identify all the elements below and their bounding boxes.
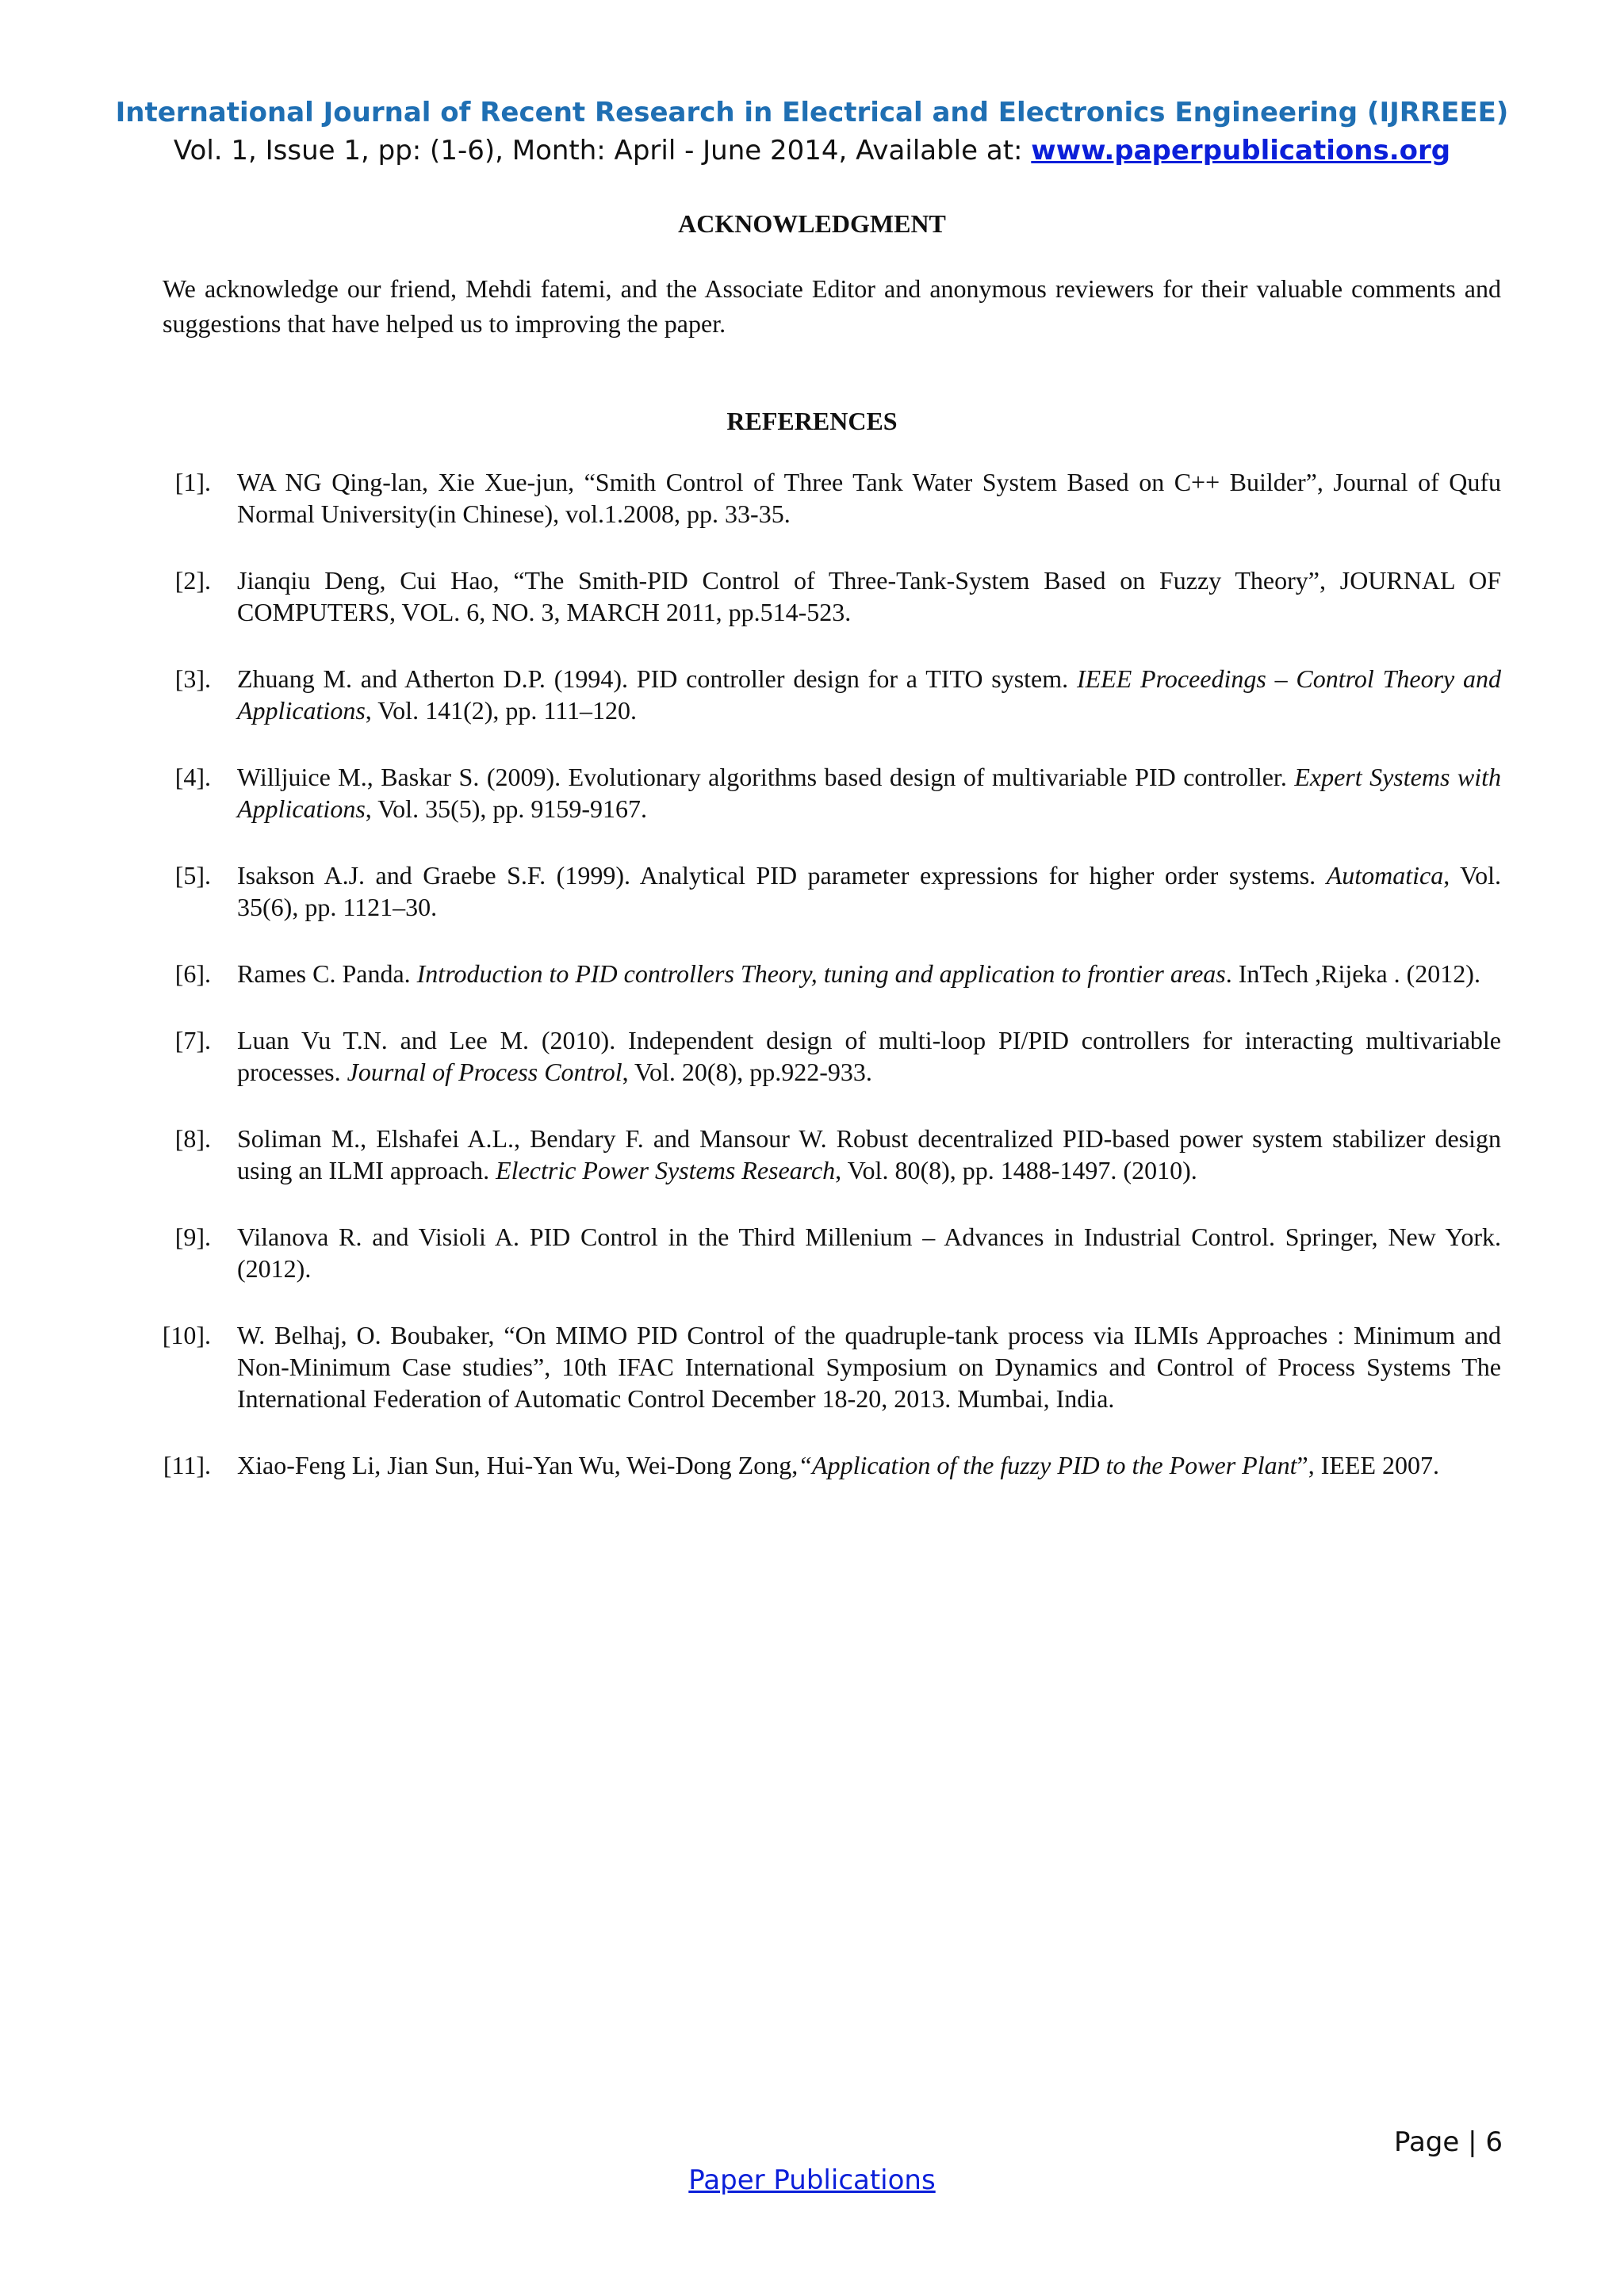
reference-item	[0, 564, 1624, 628]
reference-item	[0, 466, 1624, 530]
reference-text	[237, 1319, 1501, 1414]
reference-text	[237, 1123, 1501, 1186]
journal-header	[0, 94, 1624, 170]
reference-segment: , Vol. 80(8), pp. 1488-1497. (2010).	[835, 1156, 1197, 1184]
reference-item	[0, 1319, 1624, 1414]
reference-segment: Luan Vu T.N. and Lee M. (2010). Independent design of multi-loop PI/PID controllers for interacting multivariable processes.	[237, 1026, 1501, 1086]
reference-segment: Willjuice M., Baskar S. (2009). Evolutionary algorithms based design of multivariable PID controller.	[237, 763, 1295, 791]
reference-text	[237, 761, 1501, 825]
reference-number: [3].	[174, 664, 211, 693]
reference-item	[0, 761, 1624, 825]
reference-segment: Jianqiu Deng, Cui Hao, “The Smith-PID Control of Three-Tank-System Based on Fuzzy Theory”, JOURNAL OF COMPUTERS, VOL. 6, NO. 3, MARCH 2011, pp.514-523.	[237, 566, 1501, 626]
reference-segment: Vilanova R. and Visioli A. PID Control in the Third Millenium – Advances in Industrial Control. Springer, New York. (2012).	[237, 1223, 1501, 1283]
acknowledgment-heading: ACKNOWLEDGMENT	[678, 209, 946, 238]
journal-meta	[0, 132, 1624, 170]
page-number: Page | 6	[1393, 2126, 1503, 2158]
reference-number: [10].	[162, 1321, 211, 1349]
reference-number: [4].	[174, 763, 211, 791]
reference-item	[0, 958, 1624, 989]
references-heading: REFERENCES	[726, 407, 898, 435]
acknowledgment-text: We acknowledge our friend, Mehdi fatemi, and the Associate Editor and anonymous reviewers for their valuable comments and suggestions that have helped us to improving the paper.	[163, 274, 1501, 338]
reference-segment: Isakson A.J. and Graebe S.F. (1999). Analytical PID parameter expressions for higher order systems.	[237, 861, 1327, 890]
journal-title: International Journal of Recent Research in Electrical and Electronics Engineering (IJRREEE)	[115, 97, 1509, 128]
reference-italic-title: “Application of the fuzzy PID to the Power Plant	[798, 1451, 1297, 1479]
reference-item	[0, 1123, 1624, 1186]
reference-text	[237, 1449, 1501, 1481]
reference-number: [8].	[174, 1124, 211, 1153]
reference-segment: , Vol. 35(5), pp. 9159-9167.	[365, 794, 648, 823]
reference-list	[0, 466, 1624, 1516]
reference-text	[237, 466, 1501, 530]
reference-segment: , Vol. 141(2), pp. 111–120.	[365, 696, 637, 725]
reference-segment: . InTech ,Rijeka . (2012).	[1225, 959, 1480, 988]
reference-text	[237, 1221, 1501, 1284]
publisher-link[interactable]: Paper Publications	[688, 2164, 936, 2196]
reference-number: [5].	[174, 861, 211, 890]
reference-segment: , Vol. 35(6), pp. 1121–30.	[237, 861, 1502, 921]
journal-issue-info: Vol. 1, Issue 1, pp: (1-6), Month: April - June 2014, Available at:	[173, 135, 1032, 166]
journal-site-link[interactable]: www.paperpublications.org	[1031, 135, 1451, 166]
reference-number: [1].	[174, 468, 211, 496]
reference-italic-title: Expert Systems with Applications	[237, 763, 1502, 823]
reference-segment: Xiao-Feng Li, Jian Sun, Hui-Yan Wu, Wei-Dong Zong,	[237, 1451, 799, 1479]
reference-italic-title: Introduction to PID controllers Theory, tuning and application to frontier areas	[416, 959, 1226, 988]
reference-item	[0, 1449, 1624, 1481]
reference-number: [7].	[174, 1026, 211, 1054]
reference-item	[0, 1024, 1624, 1088]
reference-segment: Zhuang M. and Atherton D.P. (1994). PID controller design for a TITO system.	[237, 664, 1077, 693]
reference-number: [6].	[174, 959, 211, 988]
reference-number: [11].	[163, 1451, 211, 1479]
reference-text	[237, 859, 1501, 923]
reference-italic-title: Journal of Process Control	[347, 1058, 622, 1086]
reference-segment: WA NG Qing-lan, Xie Xue-jun, “Smith Control of Three Tank Water System Based on C++ Builder”, Journal of Qufu Normal University(in Chinese), vol.1.2008, pp. 33-35.	[237, 468, 1501, 528]
reference-italic-title: IEEE Proceedings – Control Theory and Applications	[237, 664, 1502, 725]
reference-text	[237, 564, 1501, 628]
reference-segment: , Vol. 20(8), pp.922-933.	[622, 1058, 872, 1086]
reference-number: [2].	[174, 566, 211, 595]
reference-italic-title: Electric Power Systems Research	[496, 1156, 836, 1184]
reference-text	[237, 958, 1501, 989]
reference-text	[237, 1024, 1501, 1088]
reference-segment: Rames C. Panda.	[237, 959, 417, 988]
reference-italic-title: Automatica	[1326, 861, 1444, 890]
reference-number: [9].	[174, 1223, 211, 1251]
reference-item	[0, 859, 1624, 923]
reference-item	[0, 1221, 1624, 1284]
publisher-footer	[0, 2164, 1624, 2196]
reference-text	[237, 663, 1501, 726]
reference-segment: Soliman M., Elshafei A.L., Bendary F. and Mansour W. Robust decentralized PID-based power system stabilizer design using an ILMI approach.	[237, 1124, 1501, 1184]
reference-segment: W. Belhaj, O. Boubaker, “On MIMO PID Control of the quadruple-tank process via ILMIs Approaches : Minimum and Non-Minimum Case studies”, 10th IFAC International Symposium on Dynamics and Control of Process Systems The International Federation of Automatic Control December 18-20, 2013. Mumbai, India.	[237, 1321, 1501, 1413]
reference-segment: ”, IEEE 2007.	[1297, 1451, 1439, 1479]
reference-item	[0, 663, 1624, 726]
